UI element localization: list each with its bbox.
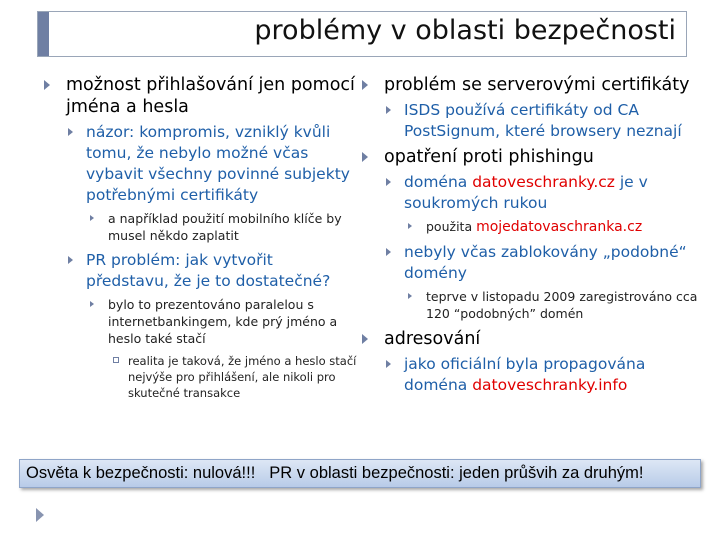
- bullet-arrow-icon: [90, 215, 94, 221]
- bullet-text: názor: kompromis, vzniklý kvůli tomu, že nebylo možné včas vybavit všechny povinné subjekty potřebnými certifikáty: [86, 123, 350, 204]
- title-box: [37, 11, 687, 57]
- bullet-text: opatření proti phishingu: [384, 147, 594, 167]
- bullet-opinion-compromise: [40, 122, 360, 206]
- bullet-text-post: je v soukromých rukou: [404, 173, 648, 212]
- bullet-text: bylo to prezentováno paralelou s internetbankingem, kde prý jméno a heslo také stačí: [108, 297, 338, 346]
- slide-title: problémy v oblasti bezpečnosti: [254, 15, 676, 46]
- bullet-text: a například použití mobilního klíče by musel někdo zaplatit: [108, 211, 342, 243]
- bullet-addressing: [358, 328, 708, 350]
- bullet-arrow-icon: [408, 223, 412, 229]
- bullet-text-pre: použita: [426, 219, 477, 234]
- bullet-used-domain: [358, 218, 708, 236]
- bullet-arrow-icon: [386, 360, 391, 368]
- bullet-text: nebyly včas zablokovány „podobné“ domény: [404, 243, 687, 282]
- bullet-login-name-password: [40, 74, 360, 118]
- bullet-pr-problem: [40, 250, 360, 292]
- domain-datoveschranky-info: datoveschranky.info: [472, 376, 628, 394]
- bullet-text-pre: jako oficiální byla propagována doména: [404, 355, 646, 394]
- banner-pr: PR v oblasti bezpečnosti: jeden průšvih za druhým!: [269, 464, 644, 482]
- bullet-text: ISDS používá certifikáty od CA PostSignum, které browsery neznají: [404, 101, 682, 140]
- bullet-isds-postsignum: [358, 100, 708, 142]
- bullet-domain-private: [358, 172, 708, 214]
- domain-mojedatovaschranka-cz: mojedatovaschranka.cz: [476, 219, 643, 235]
- bullet-arrow-icon: [362, 334, 368, 344]
- bullet-registered-domains: [358, 288, 708, 322]
- right-column: [358, 74, 708, 400]
- bullet-arrow-icon: [90, 301, 94, 307]
- next-slide-arrow-icon[interactable]: [36, 508, 44, 522]
- bullet-arrow-icon: [386, 106, 391, 114]
- bullet-square-icon: [113, 357, 119, 363]
- bullet-arrow-icon: [44, 80, 50, 90]
- bullet-arrow-icon: [408, 293, 412, 299]
- banner-awareness: Osvěta k bezpečnosti: nulová!!!: [26, 464, 256, 482]
- bullet-arrow-icon: [386, 178, 391, 186]
- bullet-text: adresování: [384, 329, 481, 349]
- bullet-text: PR problém: jak vytvořit představu, že je to dostatečné?: [86, 251, 331, 290]
- bullet-reality: [40, 353, 360, 401]
- bullet-text: problém se serverovými certifikáty: [384, 75, 690, 95]
- bullet-mobile-key: [40, 210, 360, 244]
- bullet-text: možnost přihlašování jen pomocí jména a hesla: [66, 75, 355, 117]
- bullet-anti-phishing: [358, 146, 708, 168]
- bullet-text: teprve v listopadu 2009 zaregistrováno cca 120 “podobných” domén: [426, 289, 698, 321]
- bullet-server-certificates: [358, 74, 708, 96]
- left-column: [40, 74, 360, 405]
- title-accent-bar: [38, 12, 49, 56]
- bullet-arrow-icon: [362, 152, 368, 162]
- bullet-internetbanking-parallel: [40, 296, 360, 347]
- bullet-text-pre: doména: [404, 173, 473, 191]
- bullet-similar-domains: [358, 242, 708, 284]
- security-banner: [19, 459, 701, 488]
- domain-datoveschranky-cz: datoveschranky.cz: [472, 173, 615, 191]
- bullet-text: realita je taková, že jméno a heslo stačí nejvýše pro přihlášení, ale nikoli pro skutečné transakce: [128, 354, 357, 400]
- bullet-arrow-icon: [68, 128, 73, 136]
- bullet-official-domain: [358, 354, 708, 396]
- bullet-arrow-icon: [362, 80, 368, 90]
- bullet-arrow-icon: [68, 256, 73, 264]
- bullet-arrow-icon: [386, 248, 391, 256]
